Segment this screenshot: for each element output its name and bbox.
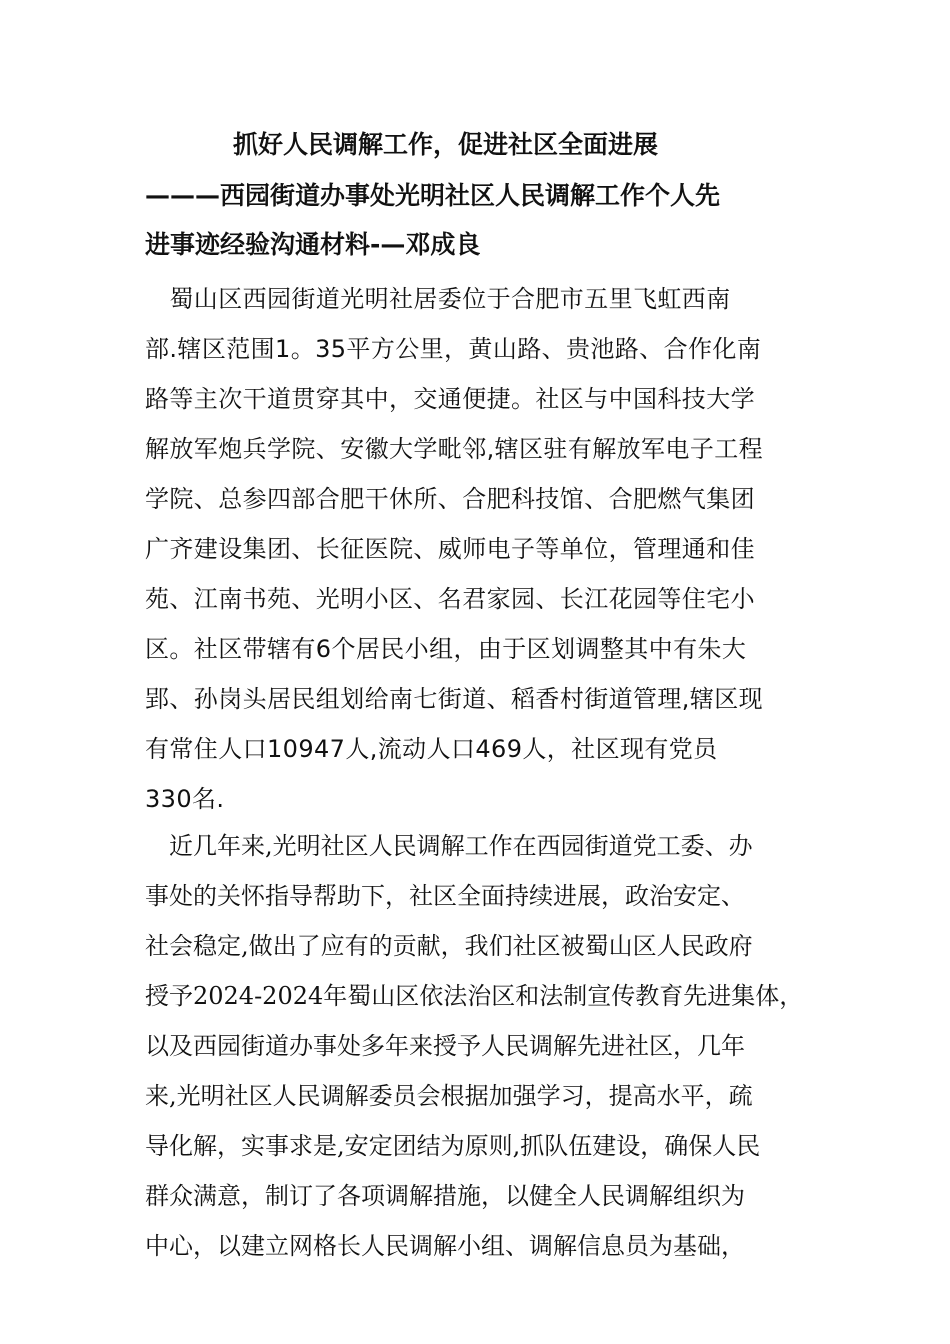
- text-line: 社会稳定,做出了应有的贡献，我们社区被蜀山区人民政府: [145, 932, 753, 960]
- text-line: 有常住人口10947人,流动人口469人，社区现有党员: [145, 735, 718, 763]
- text-line: 来,光明社区人民调解委员会根据加强学习，提高水平，疏: [145, 1082, 753, 1110]
- text-line: 学院、总参四部合肥干休所、合肥科技馆、合肥燃气集团: [145, 485, 755, 513]
- text-line: 群众满意，制订了各项调解措施，以健全人民调解组织为: [145, 1182, 745, 1210]
- paragraph-mediation-work: [145, 829, 825, 1279]
- text-line: 路等主次干道贯穿其中，交通便捷。社区与中国科技大学: [145, 385, 755, 413]
- text-line: 郢、孙岗头居民组划给南七街道、稻香村街道管理,辖区现: [145, 685, 764, 713]
- text-line: 近几年来,光明社区人民调解工作在西园街道党工委、办: [145, 832, 753, 860]
- document-title-line-1: 抓好人民调解工作，促进社区全面进展: [233, 130, 659, 159]
- text-line: 330名.: [145, 785, 225, 813]
- text-line: 解放军炮兵学院、安徽大学毗邻,辖区驻有解放军电子工程: [145, 435, 764, 463]
- text-line: 区。社区带辖有6个居民小组，由于区划调整其中有朱大: [145, 635, 747, 663]
- text-line: 导化解，实事求是,安定团结为原则,抓队伍建设，确保人民: [145, 1132, 761, 1160]
- text-line: 苑、江南书苑、光明小区、名君家园、长江花园等住宅小: [145, 585, 755, 613]
- text-line: 授予2024-2024年蜀山区依法治区和法制宣传教育先进集体，: [145, 982, 804, 1010]
- paragraph-community-overview: [145, 282, 825, 832]
- text-line: 蜀山区西园街道光明社居委位于合肥市五里飞虹西南: [145, 285, 731, 313]
- text-line: 事处的关怀指导帮助下，社区全面持续进展，政治安定、: [145, 882, 745, 910]
- document-title-line-2: ———西园街道办事处光明社区人民调解工作个人先: [145, 181, 721, 210]
- text-line: 中心，以建立网格长人民调解小组、调解信息员为基础，: [145, 1232, 745, 1260]
- text-line: 部.辖区范围1。35平方公里，黄山路、贵池路、合作化南: [145, 335, 762, 363]
- text-line: 以及西园街道办事处多年来授予人民调解先进社区，几年: [145, 1032, 745, 1060]
- document-title-line-3: 进事迹经验沟通材料-—邓成良: [145, 230, 481, 259]
- text-line: 广齐建设集团、长征医院、威师电子等单位，管理通和佳: [145, 535, 755, 563]
